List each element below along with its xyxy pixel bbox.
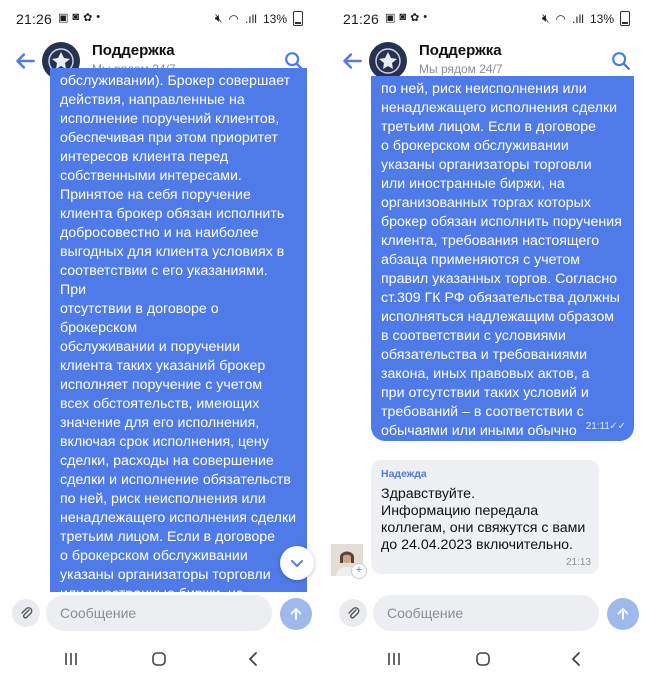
status-right-icons	[215, 11, 303, 26]
status-time: 21:26	[16, 11, 53, 27]
message-text: обслуживании). Брокер совершает действия, направленные на исполнение поручений клиентов, обеспечивая при этом приоритет интересов клиента перед собственными интересами. Принятое на себя поручение клиента брокер обязан исполнить добросовестно и на наиболее выгодных для клиента условиях в соответствии с его указаниями. При отсутствии в договоре о брокерском обслуживании и поручении клиента таких указаний брокер исполняет поручение с учетом всех обстоятельств, имеющих значение для его исполнения, включая срок исполнения, цену сделки, расходы на совершение сделки и исполнение обязательств по ней, риск неисполнения или ненадлежащего исполнения сделки третьим лицом. Если в договоре о брокерском обслуживании указаны организаторы торговли	[60, 73, 297, 583]
recent-apps-icon	[386, 652, 402, 666]
app-icon: ✿	[410, 12, 420, 24]
chevron-down-icon	[289, 555, 305, 571]
screenshot-divider	[319, 0, 323, 681]
status-time: 21:26	[343, 11, 380, 27]
incoming-message	[371, 460, 599, 574]
battery-percent: 13%	[589, 11, 614, 26]
add-contact-icon[interactable]: +	[351, 563, 367, 579]
image-icon: ▣	[58, 12, 69, 24]
message-text: Здравствуйте. Информацию передала коллегам, они свяжутся с вами до 24.04.2023 включительно.	[381, 486, 586, 553]
message-icon: ◙	[72, 11, 80, 23]
wifi-icon: ◠	[228, 11, 239, 26]
phone-screen-right	[329, 0, 642, 681]
battery-percent: 13%	[262, 11, 287, 26]
image-icon: ▣	[385, 12, 396, 24]
message-icon: ◙	[399, 11, 407, 23]
battery-icon	[293, 11, 303, 26]
home-icon	[151, 651, 167, 667]
app-icon: ✿	[83, 12, 93, 24]
recent-apps-icon	[63, 652, 79, 666]
battery-icon	[620, 11, 630, 26]
message-input[interactable]	[373, 595, 599, 631]
mute-icon: 🔇︎	[214, 11, 223, 25]
chat-title: Поддержка	[419, 42, 502, 59]
status-bar	[329, 0, 642, 38]
phone-screen-left	[2, 0, 315, 681]
message-list[interactable]	[329, 81, 642, 592]
scroll-down-button[interactable]	[280, 546, 314, 580]
system-nav-bar	[2, 636, 315, 681]
message-list[interactable]	[2, 73, 315, 592]
back-button[interactable]	[242, 648, 264, 670]
status-left-icons	[385, 11, 427, 24]
paperclip-icon	[18, 605, 34, 621]
send-button[interactable]	[607, 598, 639, 630]
status-bar	[2, 0, 315, 38]
dot-icon: •	[96, 11, 101, 23]
recent-apps-button[interactable]	[383, 648, 405, 670]
home-icon	[475, 651, 491, 667]
dot-icon: •	[423, 11, 428, 23]
wifi-icon: ◠	[555, 11, 566, 26]
message-composer	[329, 592, 642, 636]
message-time: 21:11	[585, 421, 610, 432]
arrow-up-icon	[289, 607, 303, 621]
arrow-up-icon	[616, 607, 630, 621]
nav-back-icon	[247, 651, 259, 667]
back-arrow-icon[interactable]	[12, 48, 38, 74]
support-logo-avatar[interactable]	[369, 42, 407, 80]
status-right-icons	[542, 11, 630, 26]
search-icon[interactable]	[610, 50, 632, 72]
message-composer	[2, 592, 315, 636]
outgoing-message	[50, 68, 307, 608]
signal-icon: .ıll	[571, 11, 584, 26]
system-nav-bar	[329, 636, 642, 681]
status-left-icons	[58, 11, 100, 24]
chat-title: Поддержка	[92, 42, 175, 59]
paperclip-icon	[345, 605, 361, 621]
home-button[interactable]	[148, 648, 170, 670]
message-text: по ней, риск неисполнения или ненадлежащего исполнения сделки третьим лицом. Если в договоре о брокерском обслуживании указаны организаторы торговли или иностранные биржи, на организованных торгах которых брокер обязан исполнить поручения клиента, требования настоящего абзаца применяются с учетом правил указанных торгов. Согласно ст.309 ГК РФ обязательства должны исполняться надлежащим образом в соответствии с условиями обязательства и требованиями закона, иных правовых актов, а при отсутствии таких условий и требований – в соответствии с обычаями или иными обычно предъявляемыми требованиями.	[381, 81, 622, 458]
mute-icon: 🔇︎	[541, 11, 550, 25]
recent-apps-button[interactable]	[60, 648, 82, 670]
nav-back-icon	[570, 651, 582, 667]
send-button[interactable]	[280, 598, 312, 630]
message-time: 21:13	[565, 557, 591, 568]
back-button[interactable]	[565, 648, 587, 670]
back-arrow-icon[interactable]	[339, 48, 365, 74]
sender-name: Надежда	[381, 468, 427, 480]
attach-button[interactable]	[339, 599, 367, 627]
attach-button[interactable]	[12, 599, 40, 627]
signal-icon: .ıll	[244, 11, 257, 26]
message-input[interactable]	[46, 595, 272, 631]
chat-subtitle: Мы рядом 24/7	[419, 62, 503, 76]
home-button[interactable]	[472, 648, 494, 670]
bank-emblem-icon	[373, 46, 403, 76]
outgoing-message	[371, 76, 634, 458]
double-check-icon: ✓✓	[609, 421, 626, 432]
